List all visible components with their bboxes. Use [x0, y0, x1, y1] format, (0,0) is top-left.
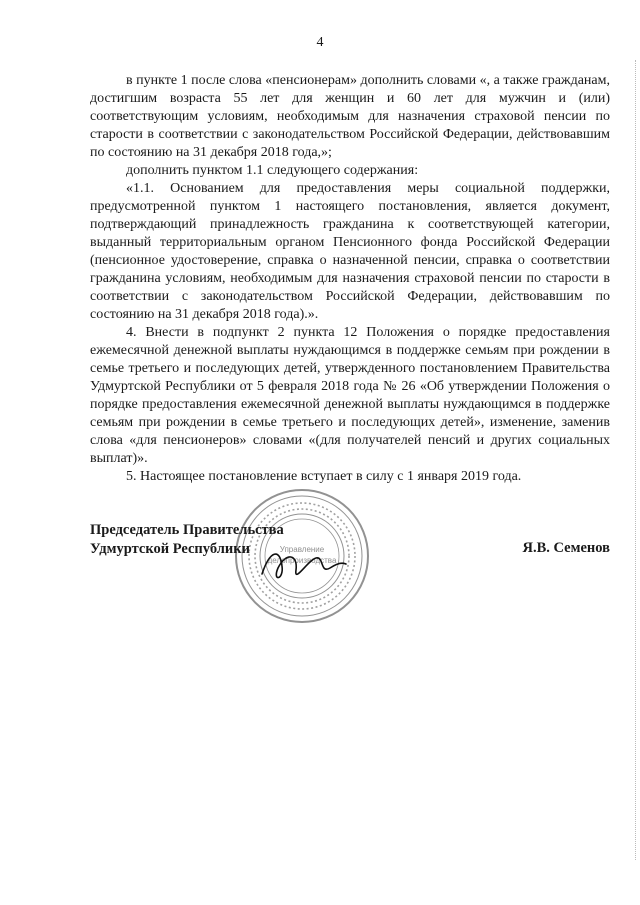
signatory-title-line1: Председатель Правительства — [90, 522, 284, 538]
paragraph: в пункте 1 после слова «пенсионерам» дополнить словами «, а также гражданам, достигшим возраста 55 лет для женщин и 60 лет для мужчин и (или) соответствующим условиям, необходимым для назначения страховой пенсии по старости в соответствии с законодательством Российской Федерации, действовавшим по состоянию на 31 декабря 2018 года,»; — [90, 73, 610, 160]
page-number: 4 — [316, 35, 324, 50]
signatory-name: Я.В. Семенов — [522, 540, 610, 556]
document-body — [90, 72, 610, 486]
paragraph: «1.1. Основанием для предоставления меры социальной поддержки, предусмотренной пунктом 1 настоящего постановления, является документ, подтверждающий принадлежность гражданина к соответствующей категории, выданный территориальным органом Пенсионного фонда Российской Федерации (пенсионное удостоверение, справка о назначенной пенсии, справка о соответствии гражданина условиям, необходимым для назначения страховой пенсии по старости в соответствии с законодательством Российской Федерации, действовавшим по состоянию на 31 декабря 2018 года).». — [90, 181, 610, 322]
paragraph: 5. Настоящее постановление вступает в силу с 1 января 2019 года. — [126, 469, 522, 484]
signatory-title-line2: Удмуртской Республики — [90, 541, 250, 557]
signatory-title — [90, 521, 284, 559]
scan-edge-marks — [633, 60, 636, 860]
stamp-text-line1: Управление — [279, 545, 325, 554]
paragraph: дополнить пунктом 1.1 следующего содержания: — [126, 163, 419, 178]
stamp-text-line2: делопроизводства — [267, 556, 337, 565]
paragraph: 4. Внести в подпункт 2 пункта 12 Положения о порядке предоставления ежемесячной денежной выплаты нуждающимся в поддержке семьям при рождении в семье третьего и последующих детей, утвержденного постановлением Правительства Удмуртской Республики от 5 февраля 2018 года № 26 «Об утверждении Положения о порядке предоставления ежемесячной денежной выплаты нуждающимся в поддержке семьям при рождении в семье третьего и последующих детей», изменение, заменив слова «для пенсионеров» словами «(для получателей пенсий и других социальных выплат)». — [90, 325, 610, 466]
